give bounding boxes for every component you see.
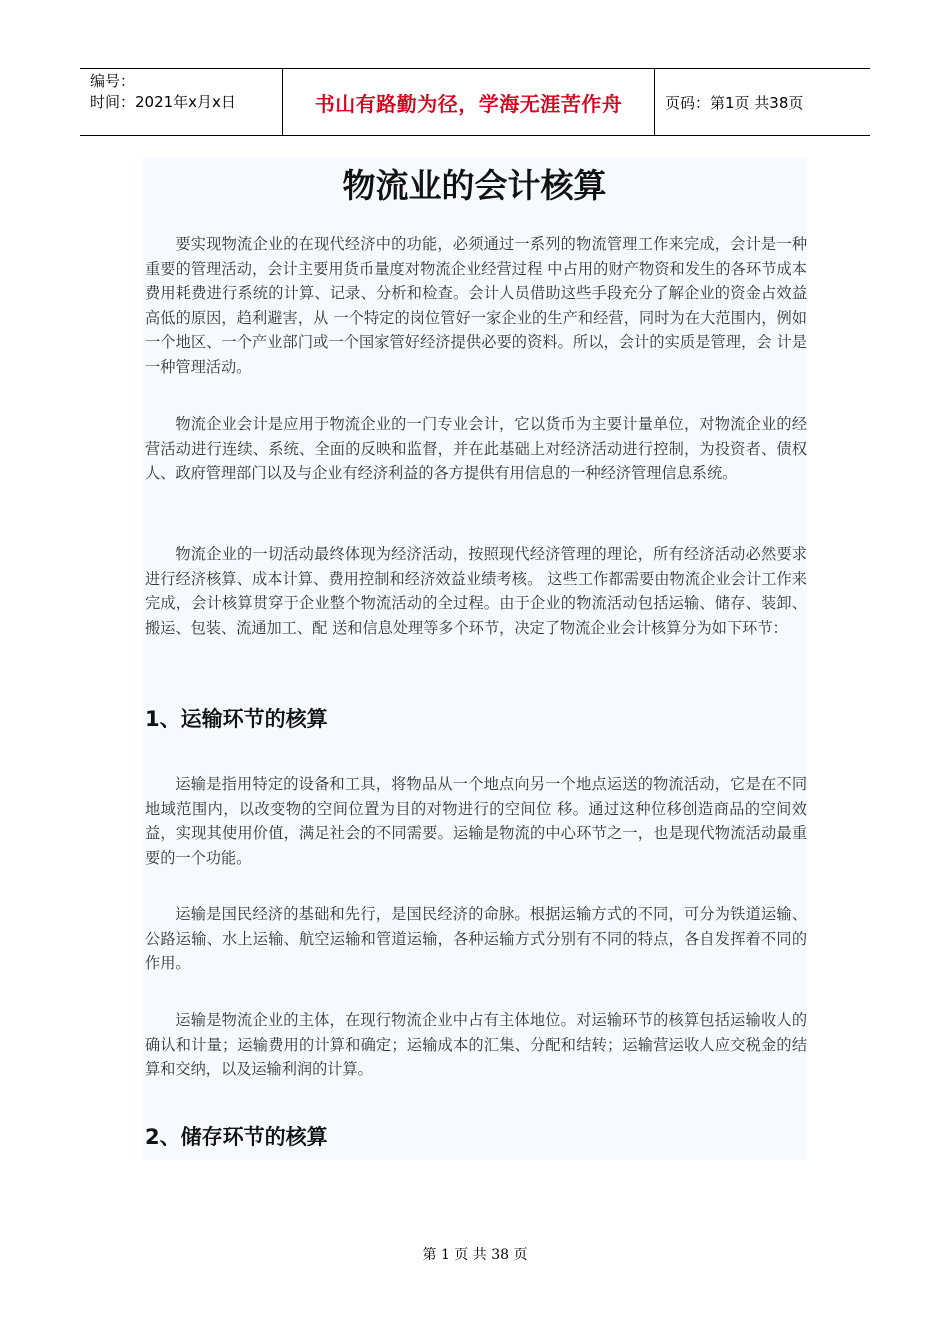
number-label: 编号：	[90, 72, 136, 90]
header-meta	[80, 69, 282, 135]
intro-paragraph-3: 物流企业的一切活动最终体现为经济活动，按照现代经济管理的理论，所有经济活动必然要求进行经济核算、成本计算、费用控制和经济效益业绩考核。 这些工作都需要由物流企业会计工作来完成，会计核算贯穿于企业整个物流活动的全过程。由于企业的物流活动包括运输、储存、装卸、搬运、包装、流通加工、配 送和信息处理等多个环节，决定了物流企业会计核算分为如下环节：	[145, 545, 807, 637]
intro-paragraph-1: 要实现物流企业的在现代经济中的功能，必须通过一系列的物流管理工作来完成，会计是一种重要的管理活动，会计主要用货币量度对物流企业经营过程 中占用的财产物资和发生的各环节成本费用耗费进行系统的计算、记录、分析和检查。会计人员借助这些手段充分了解企业的资金占效益高低的原因，趋利避害，从 一个特定的岗位管好一家企业的生产和经营，同时为在大范围内，例如一个地区、一个产业部门或一个国家管好经济提供必要的资料。所以，会计的实质是管理，会 计是一种管理活动。	[145, 235, 807, 376]
transport-paragraph-1: 运输是指用特定的设备和工具，将物品从一个地点向另一个地点运送的物流活动，它是在不同地域范围内，以改变物的空间位置为目的对物进行的空间位 移。通过这种位移创造商品的空间效益，实现其使用价值，满足社会的不同需要。运输是物流的中心环节之一，也是现代物流活动最重要的一个功能。	[145, 775, 807, 867]
section-heading-storage: 2、储存环节的核算	[145, 1125, 328, 1149]
document-body	[142, 158, 807, 1160]
page-footer: 第 1 页 共 38 页	[422, 1247, 528, 1263]
header-motto: 书山有路勤为径，学海无涯苦作舟	[282, 69, 655, 135]
transport-paragraph-2: 运输是国民经济的基础和先行，是国民经济的命脉。根据运输方式的不同，可分为铁道运输、公路运输、水上运输、航空运输和管道运输，各种运输方式分别有不同的特点，各自发挥着不同的作用。	[145, 905, 807, 972]
page-header	[80, 68, 870, 136]
section-heading-transport: 1、运输环节的核算	[145, 707, 328, 731]
intro-paragraph-2: 物流企业会计是应用于物流企业的一门专业会计，它以货币为主要计量单位，对物流企业的经营活动进行连续、系统、全面的反映和监督，并在此基础上对经济活动进行控制，为投资者、债权人、政府管理部门以及与企业有经济利益的各方提供有用信息的一种经济管理信息系统。	[145, 415, 807, 482]
document-title: 物流业的会计核算	[342, 166, 607, 205]
transport-paragraph-3: 运输是物流企业的主体，在现行物流企业中占有主体地位。对运输环节的核算包括运输收人的确认和计量；运输费用的计算和确定；运输成本的汇集、分配和结转；运输营运收人应交税金的结算和交纳，以及运输利润的计算。	[145, 1011, 807, 1078]
time-label: 时间：2021年x月x日	[90, 93, 236, 111]
header-page-info: 页码：第1页 共38页	[665, 93, 804, 112]
